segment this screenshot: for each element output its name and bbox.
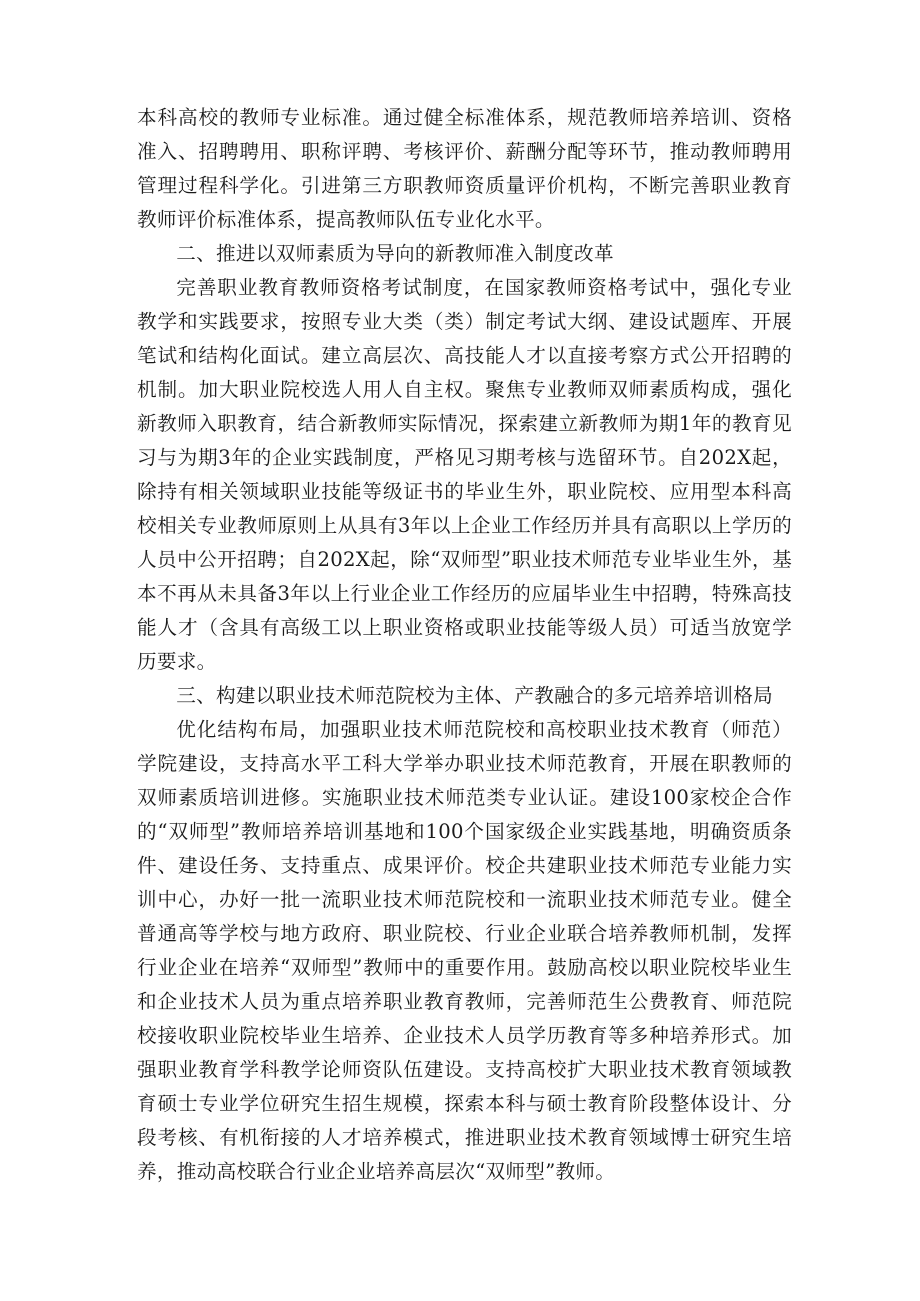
section-two-body: 完善职业教育教师资格考试制度，在国家教师资格考试中，强化专业教学和实践要求，按照专业大类（类）制定考试大纲、建设试题库、开展笔试和结构化面试。建立高层次、高技能人才以直接考察方式公开招聘的机制。加大职业院校选人用人自主权。聚焦专业教师双师素质构成，强化新教师入职教育，结合新教师实际情况，探索建立新教师为期1年的教育见习与为期3年的企业实践制度，严格见习期考核与选留环节。自202X起，除持有相关领域职业技能等级证书的毕业生外，职业院校、应用型本科高校相关专业教师原则上从具有3年以上企业工作经历并具有高职以上学历的人员中公开招聘；自202X起，除“双师型”职业技术师范专业毕业生外，基本不再从未具备3年以上行业企业工作经历的应届毕业生中招聘，特殊高技能人才（含具有高级工以上职业资格或职业技能等级人员）可适当放宽学历要求。 — [137, 276, 792, 673]
document-page — [137, 101, 792, 1189]
section-three-body: 优化结构布局，加强职业技术师范院校和高校职业技术教育（师范）学院建设，支持高水平工科大学举办职业技术师范教育，开展在职教师的双师素质培训进修。实施职业技术师范类专业认证。建设100家校企合作的“双师型”教师培养培训基地和100个国家级企业实践基地，明确资质条件、建设任务、支持重点、成果评价。校企共建职业技术师范专业能力实训中心，办好一批一流职业技术师范院校和一流职业技术师范专业。健全普通高等学校与地方政府、职业院校、行业企业联合培养教师机制，发挥行业企业在培养“双师型”教师中的重要作用。鼓励高校以职业院校毕业生和企业技术人员为重点培养职业教育教师，完善师范生公费教育、师范院校接收职业院校毕业生培养、企业技术人员学历教育等多种培养形式。加强职业教育学科教学论师资队伍建设。支持高校扩大职业技术教育领域教育硕士专业学位研究生招生规模，探索本科与硕士教育阶段整体设计、分段考核、有机衔接的人才培养模式，推进职业技术教育领域博士研究生培养，推动高校联合行业企业培养高层次“双师型”教师。 — [137, 718, 792, 1183]
section-two-heading: 二、推进以双师素质为导向的新教师准入制度改革 — [176, 242, 614, 265]
section-three-heading: 三、构建以职业技术师范院校为主体、产教融合的多元培养培训格局 — [176, 684, 773, 707]
intro-paragraph: 本科高校的教师专业标准。通过健全标准体系，规范教师培养培训、资格准入、招聘聘用、职称评聘、考核评价、薪酬分配等环节，推动教师聘用管理过程科学化。引进第三方职教师资质量评价机构，不断完善职业教育教师评价标准体系，提高教师队伍专业化水平。 — [137, 106, 792, 231]
